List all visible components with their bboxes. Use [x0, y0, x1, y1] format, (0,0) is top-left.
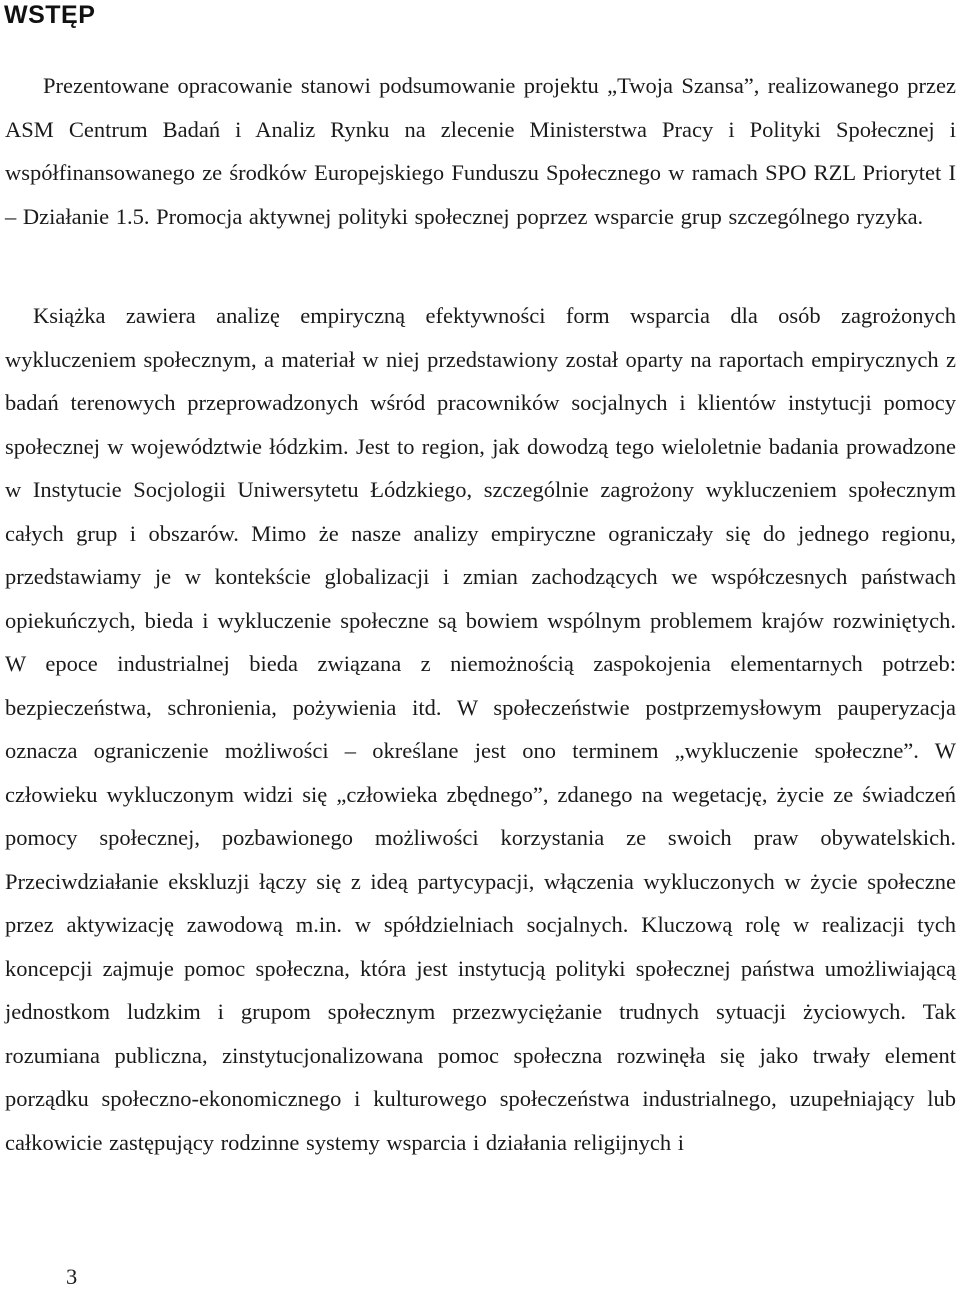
paragraph-intro: Prezentowane opracowanie stanowi podsumowanie projektu „Twoja Szansa”, realizowanego przez ASM Centrum Badań i Analiz Rynku na zlecenie Ministerstwa Pracy i Polityki Społecznej i współfinansowanego ze środków Europejskiego Funduszu Społecznego w ramach SPO RZL Priorytet I – Działanie 1.5. Promocja aktywnej polityki społecznej poprzez wsparcie grup szczególnego ryzyka. — [5, 73, 956, 229]
section-heading: WSTĘP — [4, 1, 96, 29]
paragraph-main: Książka zawiera analizę empiryczną efektywności form wsparcia dla osób zagrożonych wykluczeniem społecznym, a materiał w niej przedstawiony został oparty na raportach empirycznych z badań terenowych przeprowadzonych wśród pracowników socjalnych i klientów instytucji pomocy społecznej w województwie łódzkim. Jest to region, jak dowodzą tego wieloletnie badania prowadzone w Instytucie Socjologii Uniwersytetu Łódzkiego, szczególnie zagrożony wykluczeniem społecznym całych grup i obszarów. Mimo że nasze analizy empiryczne ograniczały się do jednego regionu, przedstawiamy je w kontekście globalizacji i zmian zachodzących we współczesnych państwach opiekuńczych, bieda i wykluczenie społeczne są bowiem wspólnym problemem krajów rozwiniętych. W epoce industrialnej bieda związana z niemożnością zaspokojenia elementarnych potrzeb: bezpieczeństwa, schronienia, pożywienia itd. W społeczeństwie postprzemysłowym pauperyzacja oznacza ograniczenie możliwości – określane jest ono terminem „wykluczenie społeczne”. W człowieku wykluczonym widzi się „człowieka zbędnego”, zdanego na wegetację, życie ze świadczeń pomocy społecznej, pozbawionego możliwości korzystania ze swoich praw obywatelskich. Przeciwdziałanie ekskluzji łączy się z ideą partycypacji, włączenia wykluczonych w życie społeczne przez aktywizację zawodową m.in. w spółdzielniach socjalnych. Kluczową rolę w realizacji tych koncepcji zajmuje pomoc społeczna, która jest instytucją polityki społecznej państwa umożliwiającą jednostkom ludzkim i grupom społecznym przezwyciężanie trudnych sytuacji życiowych. Tak rozumiana publiczna, zinstytucjonalizowana pomoc społeczna rozwinęła się jako trwały element porządku społeczno-ekonomicznego i kulturowego społeczeństwa industrialnego, uzupełniający lub całkowicie zastępujący rodzinne systemy wsparcia i działania religijnych i — [5, 303, 956, 1155]
page-number: 3 — [66, 1264, 78, 1289]
